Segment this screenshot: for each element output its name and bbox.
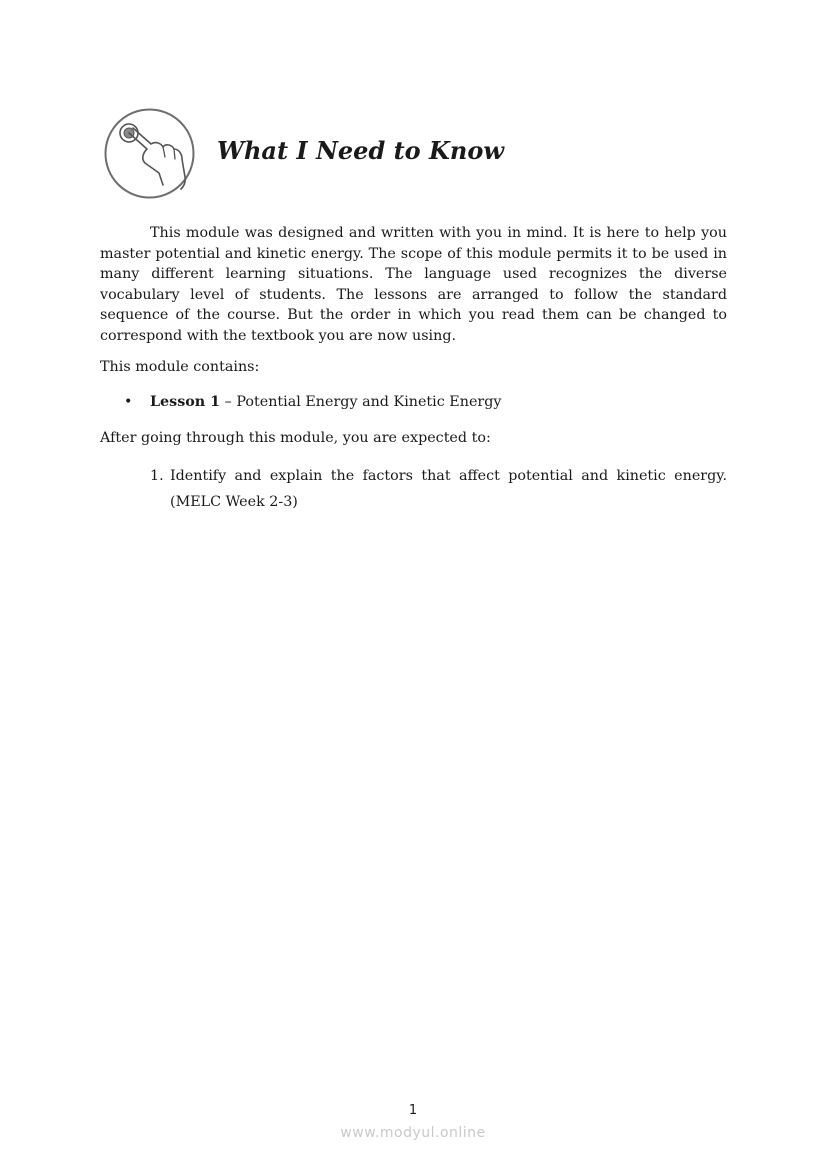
page-number: 1: [408, 1103, 418, 1118]
objective-item: [150, 463, 727, 515]
section-title: What I Need to Know: [217, 136, 505, 165]
lesson-item: [124, 392, 727, 413]
watermark: www.modyul.online: [340, 1125, 486, 1141]
expectations-label: After going through this module, you are expected to:: [100, 429, 491, 446]
lesson-label: Lesson 1: [150, 394, 221, 411]
contains-label: This module contains:: [100, 358, 260, 375]
module-body: [100, 223, 727, 515]
bullet-icon: •: [124, 394, 133, 411]
intro-paragraph: This module was designed and written with you in mind. It is here to help you master potential and kinetic energy. The scope of this module permits it to be used in many different learning situations. The language used recognizes the diverse vocabulary level of students. The lessons are arranged to follow the standard sequence of the course. But the order in which you read them can be changed to correspond with the textbook you are now using.: [100, 225, 727, 344]
objective-text: Identify and explain the factors that affect potential and kinetic energy. (MELC Week 2-3): [170, 468, 727, 511]
objective-number: 1.: [150, 468, 164, 485]
lesson-title: – Potential Energy and Kinetic Energy: [220, 394, 502, 411]
touch-hand-icon: [103, 107, 196, 200]
